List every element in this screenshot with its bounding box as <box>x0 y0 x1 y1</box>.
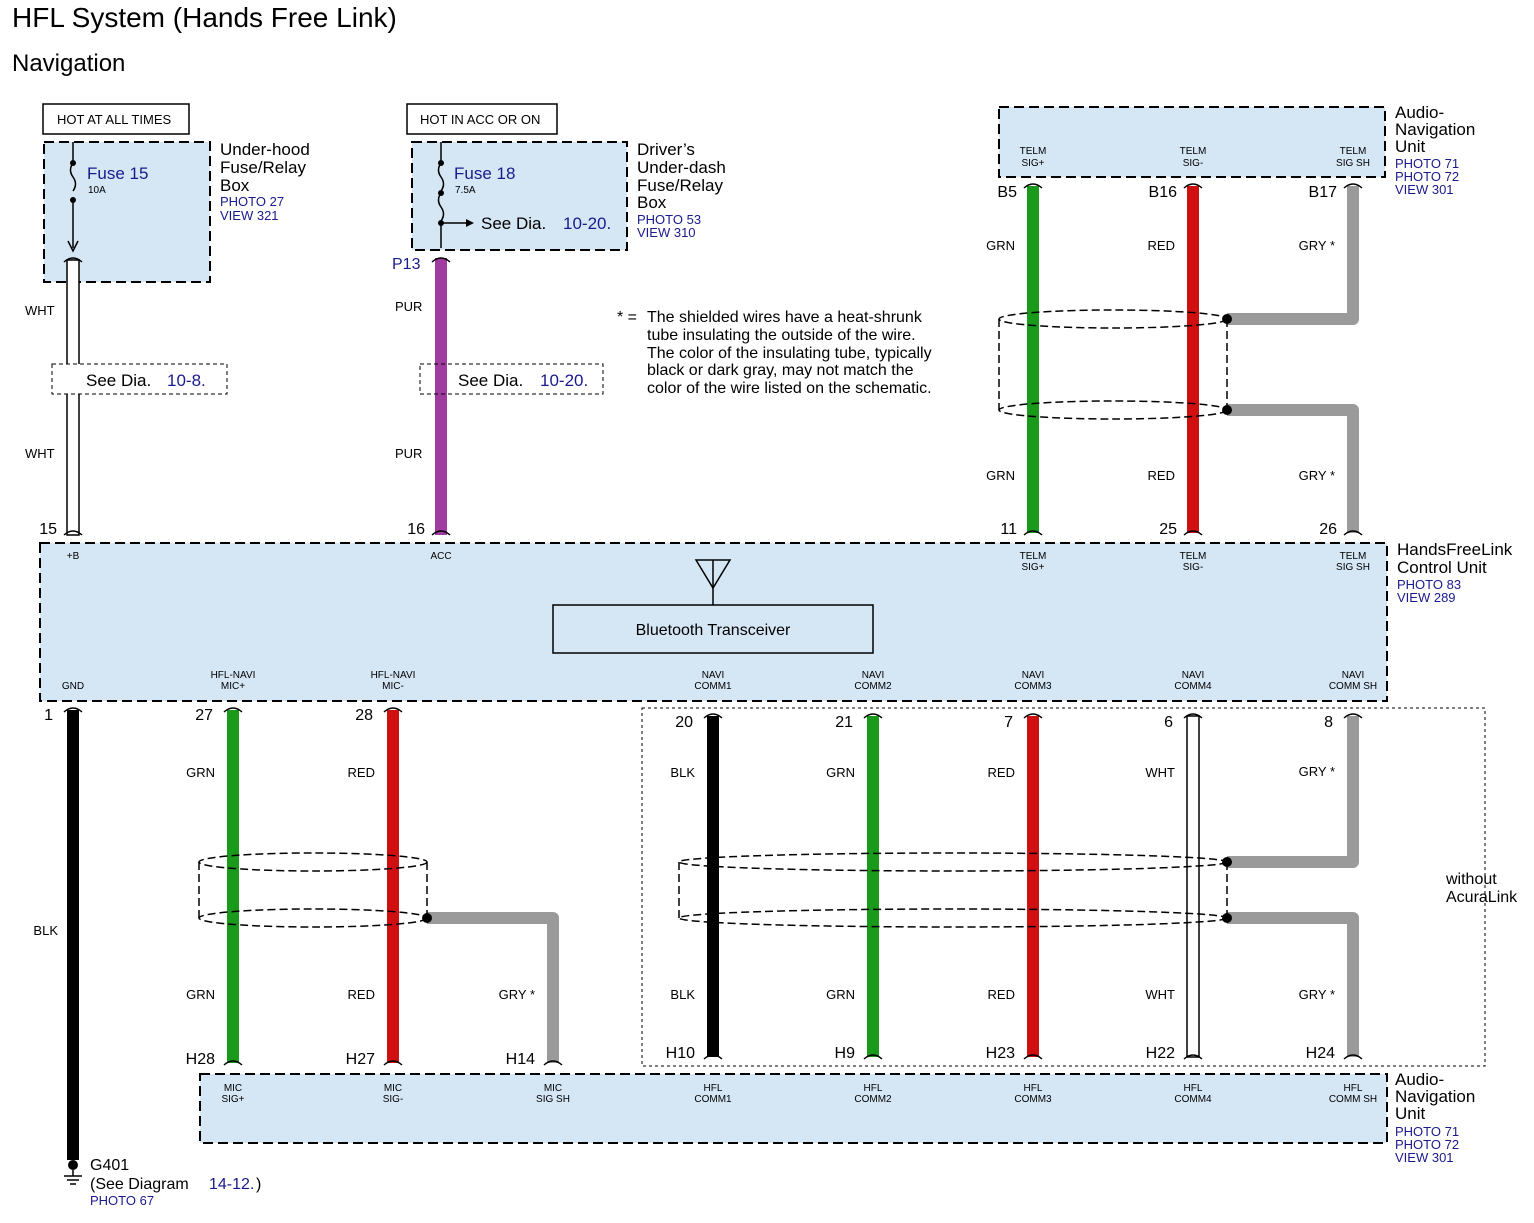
note-line-4: black or dark gray, may not match the <box>647 362 914 379</box>
hfl-top-pin-name1: ACC <box>430 551 452 562</box>
ground-photo-link[interactable]: PHOTO 67 <box>90 1193 155 1208</box>
ground-see-suffix: ) <box>256 1176 262 1193</box>
hfl-top-pin-num: 11 <box>1000 521 1017 538</box>
hfl-bottom-pin-name2: COMM2 <box>854 681 892 692</box>
see-dia-108-ref[interactable]: 10-8. <box>167 371 206 390</box>
wire-pur-16 <box>432 258 450 535</box>
audio-nav-top-label-3: Unit <box>1395 137 1426 156</box>
audio-bottom-pin-name1: HFL <box>1023 1083 1043 1094</box>
hfl-top-pin-num: 16 <box>407 521 425 538</box>
hfl-bottom-pin-name2: COMM SH <box>1328 681 1378 692</box>
telm-wire-label-b-B17: GRY * <box>1298 468 1335 483</box>
hfl-bottom-pin-name2: MIC+ <box>220 681 246 692</box>
audio-top-pin-name1-B17: TELM <box>1339 146 1367 157</box>
audio-top-pin-name2-B16: SIG- <box>1182 158 1204 169</box>
fuse-18-amp: 7.5A <box>455 185 476 196</box>
audio-bottom-pin-name1: MIC <box>383 1083 403 1094</box>
audio-bottom-pin-name2: COMM2 <box>854 1094 892 1105</box>
comm-wire-3 <box>707 716 719 1057</box>
audio-top-pin-name1-B5: TELM <box>1019 146 1047 157</box>
pur-wire-segment <box>435 369 447 389</box>
hfl-bottom-pin-name1: HFL-NAVI <box>210 670 256 681</box>
audio-top-pin-id-B17: B17 <box>1308 184 1337 201</box>
audio-bottom-pin-name2: COMM3 <box>1014 1094 1052 1105</box>
hfl-top-pin-name1: +B <box>66 551 80 562</box>
page-subtitle: Navigation <box>12 50 126 77</box>
mic-wire-2 <box>387 710 399 1063</box>
see-dia-fuse18-text: See Dia. <box>481 214 547 233</box>
gnd-wire <box>67 710 79 1160</box>
audio-nav-unit-bottom-box <box>200 1074 1387 1143</box>
audio-bottom-pin-name1: HFL <box>863 1083 883 1094</box>
mic-wire-label-a-2: RED <box>347 765 375 780</box>
audio-bottom-pin-name2: SIG- <box>382 1094 404 1105</box>
comm-wire-4 <box>867 716 879 1057</box>
audio-nav-top-photo2[interactable]: PHOTO 72 <box>1395 169 1460 184</box>
audio-top-pin-id-B5: B5 <box>997 184 1017 201</box>
mic-wire-label-a-1: GRN <box>186 765 215 780</box>
comm-wire-6 <box>1187 716 1199 1057</box>
hfl-top-pin-name2: SIG SH <box>1336 562 1370 573</box>
hot-at-all-times-label: HOT AT ALL TIMES <box>57 112 172 127</box>
mic-sh-wire-label: GRY * <box>498 987 535 1002</box>
hfl-bottom-pin-num: 6 <box>1164 714 1173 731</box>
hfl-bottom-pin-name1: GND <box>61 681 85 692</box>
telm-wire-B16 <box>1187 186 1199 533</box>
comm-sh-wire-label-a: GRY * <box>1298 764 1335 779</box>
comm-sh-wire-label-b: GRY * <box>1298 987 1335 1002</box>
audio-nav-top-label-2: Navigation <box>1395 120 1476 139</box>
note-line-1: The shielded wires have a heat-shrunk <box>647 309 922 326</box>
hfl-bottom-pin-num: 21 <box>835 714 853 731</box>
comm-wire-label-a-6: WHT <box>1145 765 1175 780</box>
telm-wire-B5 <box>1027 186 1039 533</box>
audio-bottom-pin-id: H23 <box>985 1045 1015 1062</box>
hfl-top-pin-name2: SIG- <box>1182 562 1204 573</box>
audio-nav-top-view[interactable]: VIEW 301 <box>1395 182 1454 197</box>
audio-bottom-pin-name1: HFL <box>1343 1083 1363 1094</box>
audio-bottom-pin-id: H14 <box>505 1051 535 1068</box>
hfl-bottom-pin-name2: COMM1 <box>694 681 732 692</box>
hfl-bottom-pin-name1: NAVI <box>861 670 885 681</box>
hfl-bottom-pin-name2: MIC- <box>382 681 404 692</box>
comm-wire-label-b-5: RED <box>987 987 1015 1002</box>
audio-top-pin-name1-B16: TELM <box>1179 146 1207 157</box>
note-line-3: The color of the insulating tube, typically <box>647 345 932 362</box>
hfl-bottom-pin-name1: NAVI <box>701 670 725 681</box>
hfl-bottom-pin-num: 7 <box>1004 714 1013 731</box>
comm-wire-label-a-4: GRN <box>826 765 855 780</box>
hfl-bottom-pin-name1: NAVI <box>1021 670 1045 681</box>
note-star: * = <box>617 309 638 326</box>
without-label-1: without <box>1446 871 1497 888</box>
see-dia-1020-text: See Dia. <box>458 371 524 390</box>
audio-nav-bottom-label-3: Unit <box>1395 1104 1426 1123</box>
hfl-top-pin-num: 26 <box>1319 521 1337 538</box>
comm-shield <box>679 853 1232 927</box>
comm-wire-label-b-4: GRN <box>826 987 855 1002</box>
audio-nav-top-photo1[interactable]: PHOTO 71 <box>1395 156 1460 171</box>
hfl-top-pin-name1: TELM <box>1339 551 1367 562</box>
mic-wire-1 <box>227 710 239 1063</box>
bluetooth-transceiver-label: Bluetooth Transceiver <box>635 622 791 639</box>
hfl-bottom-pin-name1: NAVI <box>1341 670 1365 681</box>
telm-wire-label-a-B16: RED <box>1147 238 1175 253</box>
audio-top-pin-name2-B5: SIG+ <box>1021 158 1045 169</box>
mic-wire-label-b-1: GRN <box>186 987 215 1002</box>
comm-shield-drain-upper <box>1227 716 1353 862</box>
ground-see-ref[interactable]: 14-12. <box>209 1176 255 1193</box>
hfl-bottom-pin-num: 20 <box>675 714 693 731</box>
wire-wht-label-a: WHT <box>25 303 55 318</box>
audio-nav-bottom-photo2[interactable]: PHOTO 72 <box>1395 1137 1460 1152</box>
driver-label-3: Fuse/Relay <box>637 176 723 195</box>
audio-top-pin-name2-B17: SIG SH <box>1336 158 1370 169</box>
note-line-2: tube insulating the outside of the wire. <box>647 327 916 344</box>
ground-id: G401 <box>90 1157 130 1174</box>
telm-wire-label-a-B5: GRN <box>986 238 1015 253</box>
hfl-unit-photo-link[interactable]: PHOTO 83 <box>1397 577 1462 592</box>
hfl-bottom-pin-num: 1 <box>44 707 53 724</box>
comm-wire-label-b-6: WHT <box>1145 987 1175 1002</box>
audio-bottom-pin-id: H9 <box>834 1045 855 1062</box>
hfl-top-pin-name1: TELM <box>1179 551 1207 562</box>
audio-bottom-pin-name1: HFL <box>703 1083 723 1094</box>
comm-wire-label-b-3: BLK <box>670 987 695 1002</box>
telm-wires-group <box>986 146 1370 535</box>
telm-wire-label-b-B16: RED <box>1147 468 1175 483</box>
underhood-photo-link[interactable]: PHOTO 27 <box>220 194 285 209</box>
hfl-top-pin-name2: SIG+ <box>1021 562 1045 573</box>
note-line-5: color of the wire listed on the schematic. <box>647 380 932 397</box>
underhood-label-1: Under-hood <box>220 140 310 159</box>
hot-in-acc-label: HOT IN ACC OR ON <box>420 112 541 127</box>
without-label-2: AcuraLink <box>1446 889 1518 906</box>
audio-bottom-pin-id: H24 <box>1305 1045 1335 1062</box>
underhood-view-link[interactable]: VIEW 321 <box>220 208 279 223</box>
driver-view-link[interactable]: VIEW 310 <box>637 225 696 240</box>
fuse-15-label: Fuse 15 <box>87 164 149 183</box>
comm-wire-label-a-3: BLK <box>670 765 695 780</box>
driver-fuse-box <box>412 142 627 250</box>
audio-bottom-pin-id: H22 <box>1145 1045 1175 1062</box>
wire-wht-label-b: WHT <box>25 446 55 461</box>
comm-wire-label-a-5: RED <box>987 765 1015 780</box>
hfl-unit-label-2: Control Unit <box>1397 558 1487 577</box>
ground-icon <box>64 1160 82 1184</box>
hfl-bottom-pin-num: 8 <box>1324 714 1333 731</box>
see-dia-108-gap <box>60 369 86 389</box>
audio-nav-bottom-label-2: Navigation <box>1395 1087 1476 1106</box>
audio-nav-bottom-view[interactable]: VIEW 301 <box>1395 1150 1454 1165</box>
hfl-top-pin-num: 15 <box>39 521 57 538</box>
audio-bottom-pin-name2: COMM4 <box>1174 1094 1212 1105</box>
audio-bottom-pin-name1: MIC <box>543 1083 563 1094</box>
see-dia-1020-ref[interactable]: 10-20. <box>540 371 589 390</box>
hfl-top-pin-name1: TELM <box>1019 551 1047 562</box>
underhood-label-3: Box <box>220 176 250 195</box>
audio-bottom-pin-name1: MIC <box>223 1083 243 1094</box>
hfl-bottom-pin-name2: COMM3 <box>1014 681 1052 692</box>
audio-nav-bottom-label-1: Audio- <box>1395 1070 1445 1089</box>
audio-bottom-pin-name2: COMM1 <box>694 1094 732 1105</box>
underhood-label-2: Fuse/Relay <box>220 158 306 177</box>
driver-label-2: Under-dash <box>637 158 726 177</box>
hfl-bottom-pin-num: 27 <box>195 707 213 724</box>
hfl-bottom-pin-name2: COMM4 <box>1174 681 1212 692</box>
audio-bottom-pin-name1: HFL <box>1183 1083 1203 1094</box>
wire-pur-label-a: PUR <box>395 299 423 314</box>
ground-see-prefix: (See Diagram <box>90 1176 189 1193</box>
audio-bottom-pin-id: H10 <box>665 1045 695 1062</box>
audio-bottom-pin-name2: SIG+ <box>221 1094 245 1105</box>
audio-bottom-pin-id: H27 <box>345 1051 375 1068</box>
mic-wire-label-b-2: RED <box>347 987 375 1002</box>
audio-top-pin-id-B16: B16 <box>1148 184 1177 201</box>
audio-bottom-pin-id: H28 <box>185 1051 215 1068</box>
telm-wire-label-a-B17: GRY * <box>1298 238 1335 253</box>
audio-bottom-pin-name2: SIG SH <box>536 1094 570 1105</box>
telm-wire-label-b-B5: GRN <box>986 468 1015 483</box>
hfl-unit-view-link[interactable]: VIEW 289 <box>1397 590 1456 605</box>
wire-pur-label-b: PUR <box>395 446 423 461</box>
hfl-bottom-pin-num: 28 <box>355 707 373 724</box>
comm-wire-5 <box>1027 716 1039 1057</box>
wire-wht-15 <box>64 258 82 535</box>
fuse-18-label: Fuse 18 <box>454 164 516 183</box>
see-dia-fuse18-ref[interactable]: 10-20. <box>563 214 612 233</box>
driver-label-4: Box <box>637 193 667 212</box>
fuse-15-amp: 10A <box>88 185 106 196</box>
hfl-unit-label-1: HandsFreeLink <box>1397 540 1513 559</box>
driver-label-1: Driver’s <box>637 140 695 159</box>
hfl-bottom-pin-name1: NAVI <box>1181 670 1205 681</box>
see-dia-108-text: See Dia. <box>86 371 152 390</box>
hfl-top-pin-num: 25 <box>1159 521 1177 538</box>
audio-bottom-pin-name2: COMM SH <box>1328 1094 1378 1105</box>
gnd-wire-label: BLK <box>33 923 58 938</box>
audio-nav-bottom-photo1[interactable]: PHOTO 71 <box>1395 1124 1460 1139</box>
p13-label: P13 <box>392 256 421 273</box>
audio-nav-top-label-1: Audio- <box>1395 103 1445 122</box>
hfl-bottom-pin-name1: HFL-NAVI <box>370 670 416 681</box>
page-title: HFL System (Hands Free Link) <box>12 2 397 33</box>
driver-photo-link[interactable]: PHOTO 53 <box>637 212 702 227</box>
